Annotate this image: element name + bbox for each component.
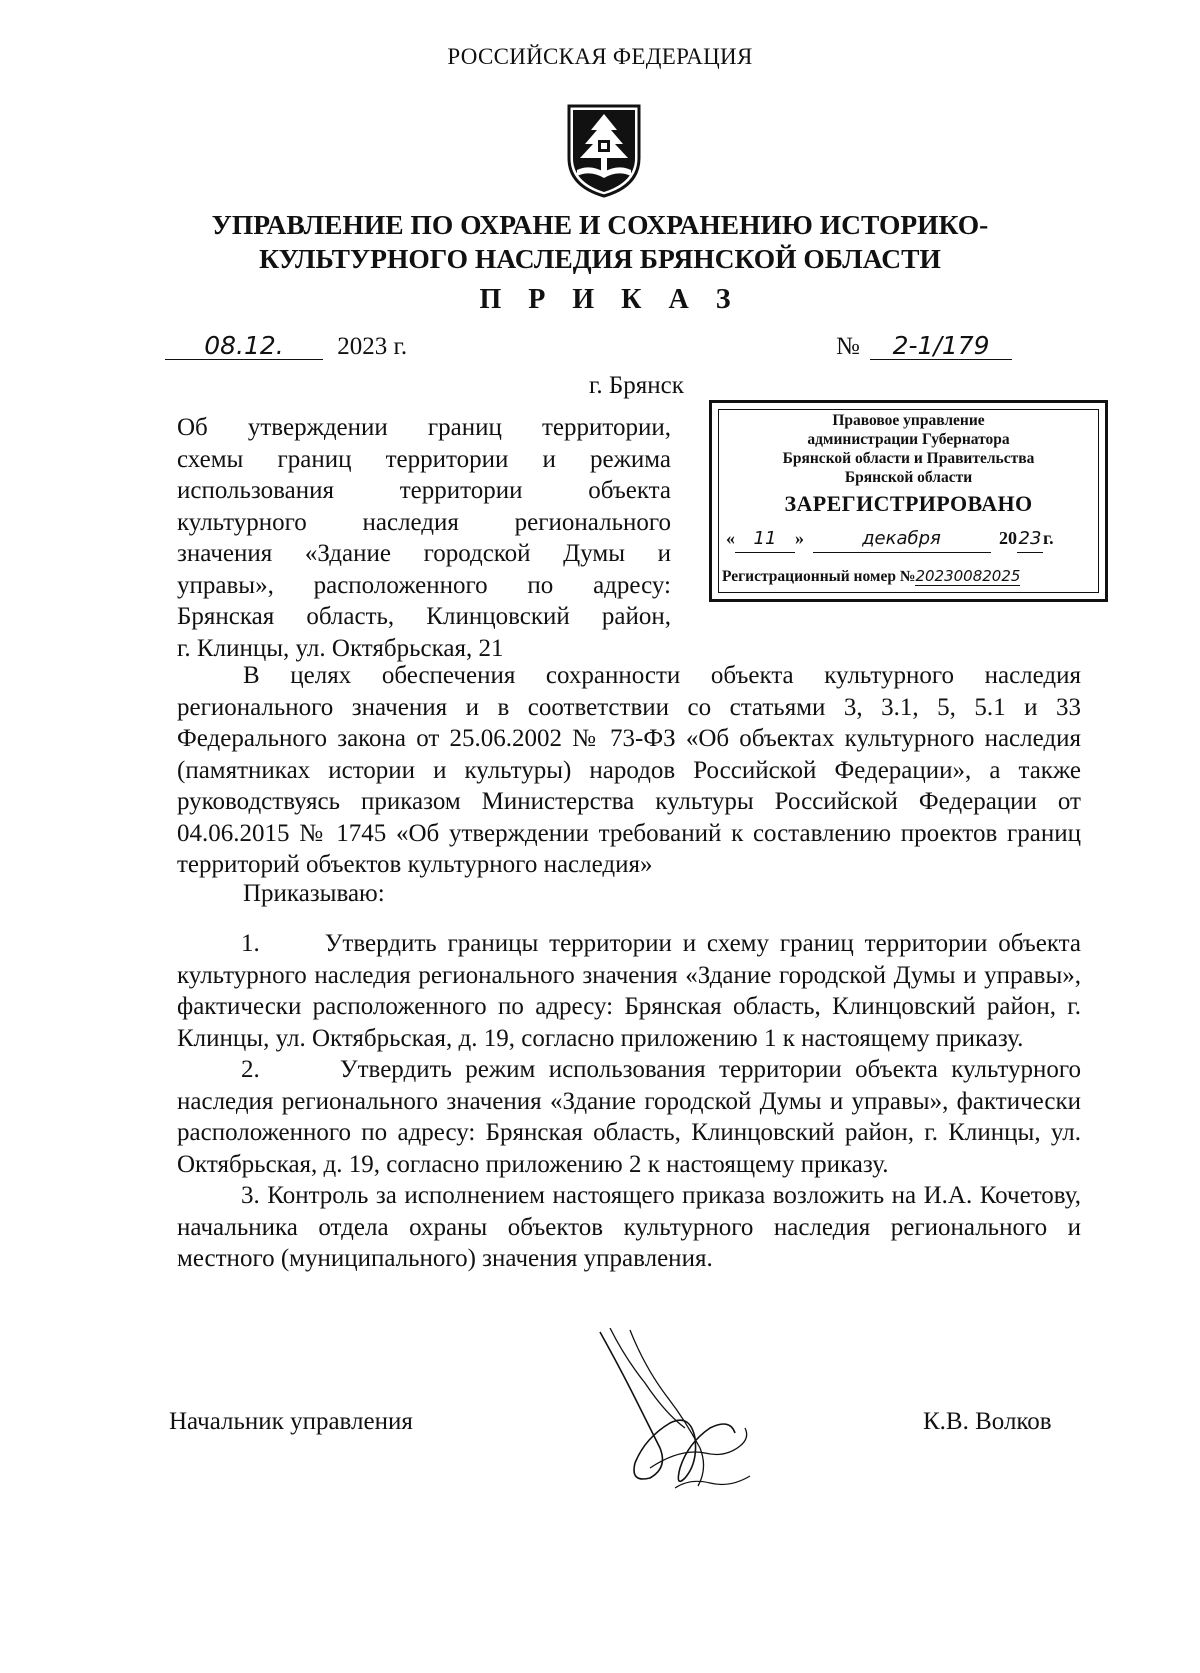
stamp-registered-label: ЗАРЕГИСТРИРОВАНО (784, 491, 1033, 516)
stamp-reg-number-handwritten: 20230082025 (915, 567, 1021, 585)
order-date-handwritten: 08.12. (165, 332, 323, 360)
order-year-text: 2023 г. (337, 333, 408, 360)
subject-line: культурного наследия регионального (177, 508, 671, 536)
subject-line: значения «Здание городской Думы и (177, 540, 671, 567)
signatory-position: Начальник управления (169, 1408, 413, 1435)
handwritten-signature (590, 1328, 780, 1498)
preamble-text: В целях обеспечения сохранности объекта культурного наследия регионального значения и в соответствии со статьями 3, 3.1, 5, 5.1 и 33 Федерального закона от 25.06.2002 № 73-ФЗ «Об объектах культурного наследия (памятниках истории и культуры) народов Российской Федерации», а также руководствуясь приказом Министерства культуры Российской Федерации от 04.06.2015 № 1745 «Об утверждении требований к составлению проектов границ территорий объектов культурного наследия» (177, 662, 1081, 878)
coat-of-arms-fir-tree-icon (555, 100, 653, 200)
preamble-paragraph (177, 660, 1081, 881)
stamp-year-suffix: г. (1043, 528, 1054, 548)
stamp-org-line3: Брянской области и Правительства (782, 450, 1035, 467)
subject-line: г. Клинцы, ул. Октябрьская, 21 (177, 634, 504, 662)
order-item-2: 2. Утвердить режим использования территории объекта культурного наследия регионального значения «Здание городской Думы и управы», фактически расположенного по адресу: Брянская область, Клинцовский район, г. Клинцы, ул. Октябрьская, д. 19, согласно приложению 2 к настоящему приказу. (177, 1056, 1081, 1178)
registration-stamp (709, 400, 1108, 602)
order-number-label: № (836, 333, 860, 360)
stamp-year-handwritten: 23 (1017, 525, 1043, 553)
order-item-3: 3. Контроль за исполнением настоящего приказа возложить на И.А. Кочетову, начальника отдела охраны объектов культурного наследия регионального и местного (муниципального) значения управления. (177, 1182, 1081, 1272)
stamp-org-line2: администрации Губернатора (807, 431, 1010, 448)
order-city: г. Брянск (589, 372, 684, 399)
order-number-handwritten: 2-1/179 (870, 332, 1012, 360)
subject-line: управы», расположенного по адресу: (177, 571, 671, 599)
stamp-org-line1: Правовое управление (832, 412, 985, 429)
subject-line: схемы границ территории и режима (177, 445, 671, 473)
stamp-day-handwritten: 11 (735, 525, 795, 553)
subject-line: Брянская область, Клинцовский район, (177, 603, 671, 630)
stamp-org-line4: Брянской области (844, 469, 973, 486)
order-date-line (165, 332, 407, 361)
order-items (177, 928, 1081, 1275)
order-number-line (836, 332, 1012, 361)
agency-name-line1: УПРАВЛЕНИЕ ПО ОХРАНЕ И СОХРАНЕНИЮ ИСТОРИКО- (211, 209, 989, 240)
stamp-date-line: « 11 » декабря 2023г. (726, 525, 1095, 553)
stamp-reg-number-label: Регистрационный номер № (722, 568, 916, 585)
order-item-1: 1. Утвердить границы территории и схему границ территории объекта культурного наследия регионального значения «Здание городской Думы и управы», фактически расположенного по адресу: Брянская область, Клинцовский район, г. Клинцы, ул. Октябрьская, д. 19, согласно приложению 1 к настоящему приказу. (177, 930, 1081, 1052)
stamp-year-prefix: 20 (999, 528, 1017, 548)
agency-name (100, 208, 1100, 276)
subject-line: Об утверждении границ территории, (177, 414, 671, 441)
country-heading: РОССИЙСКАЯ ФЕДЕРАЦИЯ (447, 44, 753, 69)
document-type-title: П Р И К А З (479, 284, 741, 315)
subject-line: использования территории объекта (177, 477, 671, 504)
stamp-month-handwritten: декабря (813, 525, 991, 553)
signatory-name: К.В. Волков (923, 1408, 1052, 1435)
order-subject (177, 412, 671, 664)
order-word-paragraph (177, 878, 1081, 910)
stamp-reg-number-line (722, 567, 1099, 586)
agency-name-line2: КУЛЬТУРНОГО НАСЛЕДИЯ БРЯНСКОЙ ОБЛАСТИ (259, 243, 941, 274)
order-word: Приказываю: (243, 880, 385, 907)
stamp-organization (712, 411, 1105, 487)
